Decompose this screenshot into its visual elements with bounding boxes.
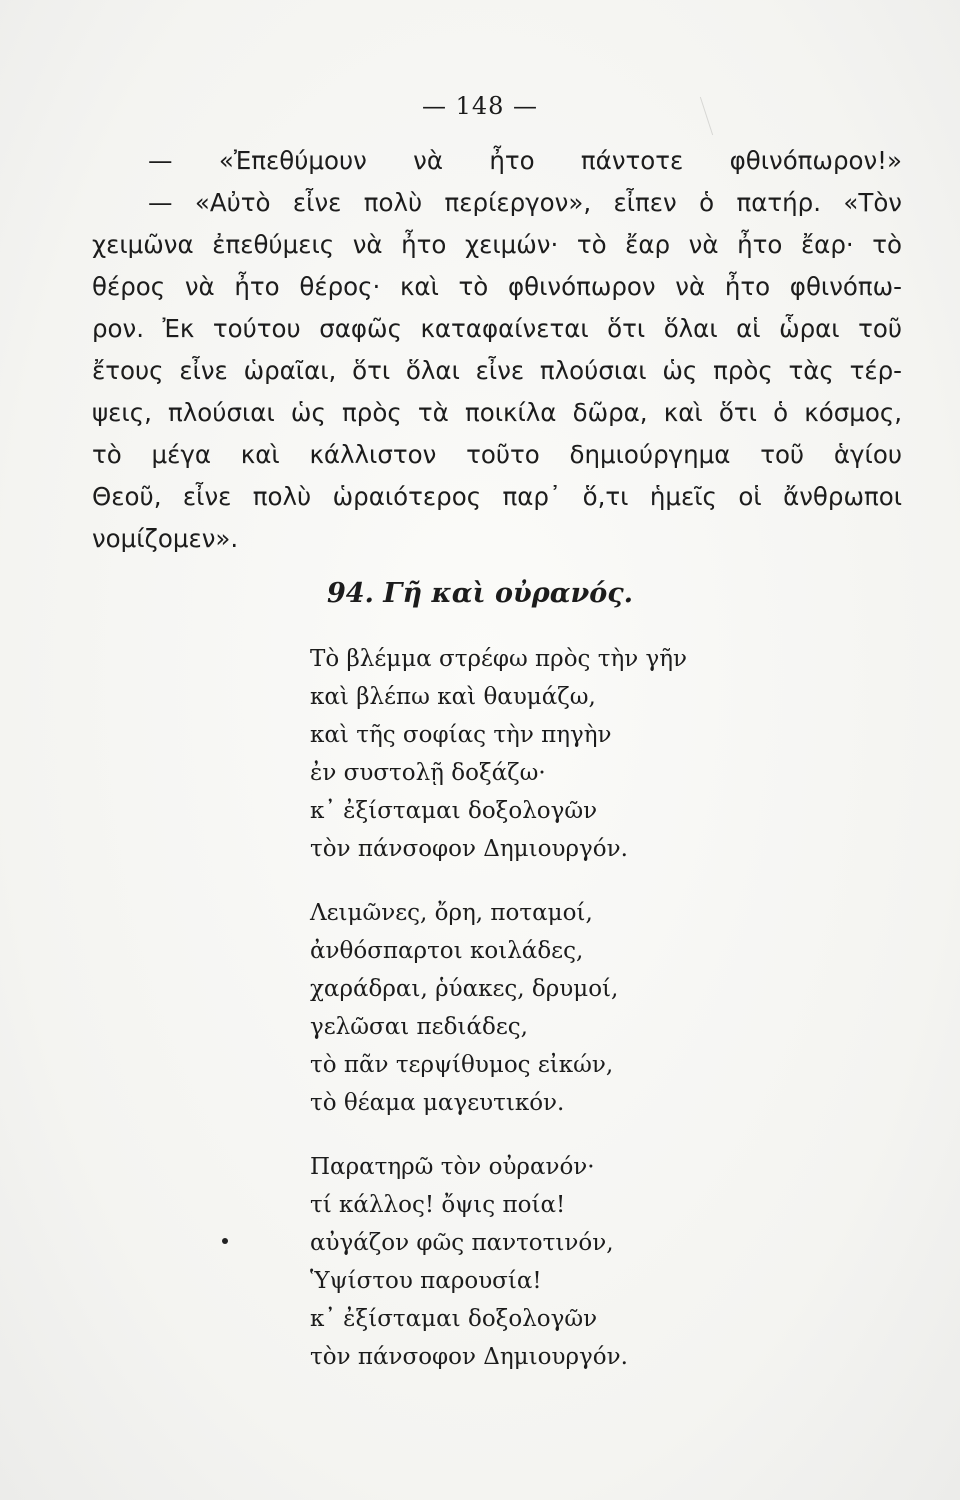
poem-verse: κ᾽ ἐξίσταμαι δοξολογῶν — [310, 798, 598, 824]
poem-verse: τὸν πάνσοφον Δημιουργόν. — [310, 836, 628, 862]
poem-verse: κ᾽ ἐξίσταμαι δοξολογῶν — [310, 1306, 598, 1332]
poem-verse: Ὑψίστου παρουσία! — [310, 1268, 542, 1294]
poem — [310, 640, 870, 1402]
prose-line: χειμῶνα ἐπεθύμεις νὰ ἦτο χειμών· τὸ ἔαρ νὰ ἦτο ἔαρ· τὸ — [92, 230, 902, 259]
prose-line: — «Ἐπεθύμουν νὰ ἦτο πάντοτε φθινόπωρον!» — [148, 146, 902, 175]
poem-verse: καὶ τῆς σοφίας τὴν πηγὴν — [310, 722, 612, 748]
poem-stanza-3 — [310, 1148, 870, 1376]
poem-verse: τὸ πᾶν τερψίθυμος εἰκών, — [310, 1052, 614, 1078]
section-heading: 94. Γῆ καὶ οὐρανός. — [326, 578, 634, 609]
prose-line: τὸ μέγα καὶ κάλλιστον τοῦτο δημιούργημα τοῦ ἁγίου — [92, 440, 902, 469]
poem-stanza-2 — [310, 894, 870, 1122]
ink-dot-mark — [222, 1238, 228, 1244]
poem-verse: τί κάλλος! ὄψις ποία! — [310, 1192, 566, 1218]
poem-verse: καὶ βλέπω καὶ θαυμάζω, — [310, 684, 596, 710]
prose-line: ψεις, πλούσιαι ὡς πρὸς τὰ ποικίλα δῶρα, καὶ ὅτι ὁ κόσμος, — [92, 398, 902, 427]
prose-line: Θεοῦ, εἶνε πολὺ ὡραιότερος παρ᾽ ὅ,τι ἡμεῖς οἱ ἄνθρωποι — [92, 482, 902, 511]
poem-stanza-1 — [310, 640, 870, 868]
poem-verse: αὐγάζον φῶς παντοτινόν, — [310, 1230, 614, 1256]
poem-verse: γελῶσαι πεδιάδες, — [310, 1014, 528, 1040]
poem-verse: τὸν πάνσοφον Δημιουργόν. — [310, 1344, 628, 1370]
prose-line: ἔτους εἶνε ὡραῖαι, ὅτι ὅλαι εἶνε πλούσιαι ὡς πρὸς τὰς τέρ- — [92, 356, 902, 385]
poem-verse: Λειμῶνες, ὄρη, ποταμοί, — [310, 900, 593, 926]
poem-verse: ἐν συστολῇ δοξάζω· — [310, 760, 546, 786]
poem-verse: Παρατηρῶ τὸν οὐρανόν· — [310, 1154, 595, 1180]
poem-verse: χαράδραι, ῥύακες, δρυμοί, — [310, 976, 619, 1002]
page-number: — 148 — — [421, 92, 539, 120]
prose-line: — «Αὐτὸ εἶνε πολὺ περίεργον», εἶπεν ὁ πατήρ. «Τὸν — [148, 188, 902, 217]
prose-line: νομίζομεν». — [92, 524, 239, 553]
prose-line: θέρος νὰ ἦτο θέρος· καὶ τὸ φθινόπωρον νὰ ἦτο φθινόπω- — [92, 272, 902, 301]
poem-verse: ἀνθόσπαρτοι κοιλάδες, — [310, 938, 584, 964]
prose-line: ρον. Ἐκ τούτου σαφῶς καταφαίνεται ὅτι ὅλαι αἱ ὧραι τοῦ — [92, 314, 902, 343]
poem-verse: τὸ θέαμα μαγευτικόν. — [310, 1090, 565, 1116]
prose-paragraph — [92, 140, 902, 560]
poem-verse: Τὸ βλέμμα στρέφω πρὸς τὴν γῆν — [310, 646, 688, 672]
